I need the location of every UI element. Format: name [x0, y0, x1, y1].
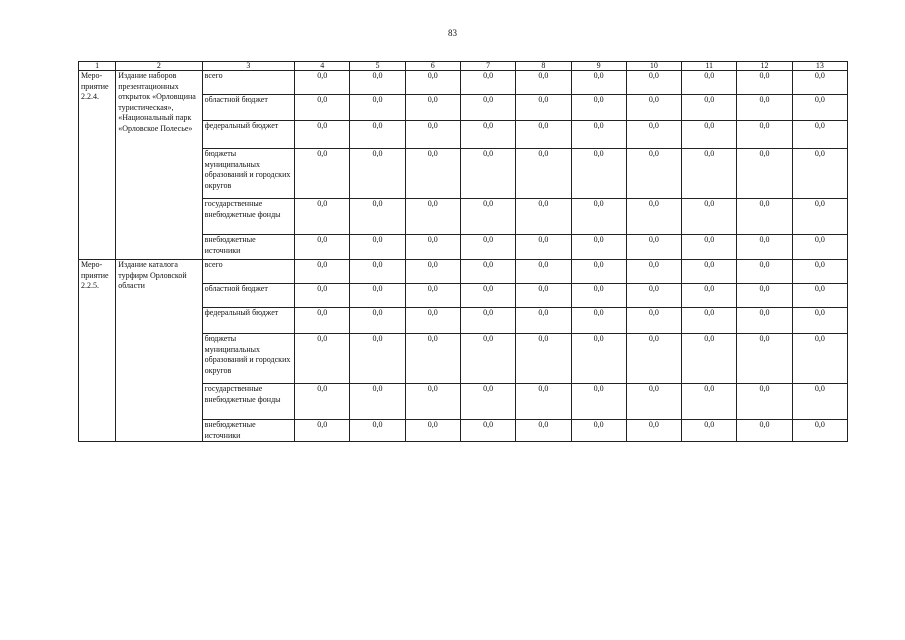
- value-cell: 0,0: [350, 334, 405, 384]
- value-cell: 0,0: [460, 95, 515, 121]
- funding-source: государственные внебюджетные фонды: [202, 384, 294, 420]
- value-cell: 0,0: [350, 384, 405, 420]
- value-cell: 0,0: [350, 95, 405, 121]
- value-cell: 0,0: [295, 384, 350, 420]
- value-cell: 0,0: [682, 384, 737, 420]
- funding-source: внебюджетные источники: [202, 235, 294, 260]
- value-cell: 0,0: [682, 334, 737, 384]
- page-number: 83: [448, 28, 457, 38]
- value-cell: 0,0: [571, 260, 626, 284]
- funding-source: всего: [202, 260, 294, 284]
- value-cell: 0,0: [682, 149, 737, 199]
- value-cell: 0,0: [737, 260, 792, 284]
- value-cell: 0,0: [571, 284, 626, 308]
- value-cell: 0,0: [350, 71, 405, 95]
- funding-source: областной бюджет: [202, 284, 294, 308]
- measure-code-line: приятие: [81, 270, 109, 280]
- value-cell: 0,0: [350, 121, 405, 149]
- funding-source: областной бюджет: [202, 95, 294, 121]
- value-cell: 0,0: [792, 149, 847, 199]
- value-cell: 0,0: [626, 121, 681, 149]
- value-cell: 0,0: [571, 384, 626, 420]
- value-cell: 0,0: [792, 121, 847, 149]
- column-header: 10: [626, 62, 681, 71]
- value-cell: 0,0: [350, 308, 405, 334]
- value-cell: 0,0: [295, 149, 350, 199]
- value-cell: 0,0: [626, 260, 681, 284]
- value-cell: 0,0: [792, 260, 847, 284]
- value-cell: 0,0: [516, 71, 571, 95]
- value-cell: 0,0: [792, 334, 847, 384]
- value-cell: 0,0: [626, 334, 681, 384]
- column-header: 13: [792, 62, 847, 71]
- value-cell: 0,0: [295, 95, 350, 121]
- value-cell: 0,0: [682, 260, 737, 284]
- value-cell: 0,0: [571, 149, 626, 199]
- value-cell: 0,0: [295, 334, 350, 384]
- value-cell: 0,0: [405, 149, 460, 199]
- value-cell: 0,0: [737, 284, 792, 308]
- value-cell: 0,0: [737, 95, 792, 121]
- value-cell: 0,0: [737, 199, 792, 235]
- value-cell: 0,0: [405, 235, 460, 260]
- value-cell: 0,0: [626, 284, 681, 308]
- value-cell: 0,0: [626, 71, 681, 95]
- measure-code-line: Меро-: [81, 71, 103, 80]
- funding-source: федеральный бюджет: [202, 308, 294, 334]
- value-cell: 0,0: [460, 284, 515, 308]
- value-cell: 0,0: [295, 260, 350, 284]
- column-header: 3: [202, 62, 294, 71]
- value-cell: 0,0: [571, 334, 626, 384]
- value-cell: 0,0: [295, 121, 350, 149]
- value-cell: 0,0: [516, 384, 571, 420]
- column-header: 2: [116, 62, 202, 71]
- value-cell: 0,0: [516, 308, 571, 334]
- column-number-row: [79, 62, 848, 71]
- value-cell: 0,0: [405, 95, 460, 121]
- value-cell: 0,0: [516, 199, 571, 235]
- value-cell: 0,0: [350, 235, 405, 260]
- value-cell: 0,0: [626, 235, 681, 260]
- value-cell: 0,0: [516, 420, 571, 442]
- value-cell: 0,0: [405, 284, 460, 308]
- value-cell: 0,0: [737, 384, 792, 420]
- value-cell: 0,0: [737, 235, 792, 260]
- value-cell: 0,0: [405, 334, 460, 384]
- value-cell: 0,0: [405, 71, 460, 95]
- value-cell: 0,0: [295, 71, 350, 95]
- value-cell: 0,0: [516, 235, 571, 260]
- measure-code: [79, 71, 116, 260]
- value-cell: 0,0: [516, 121, 571, 149]
- value-cell: 0,0: [350, 420, 405, 442]
- value-cell: 0,0: [460, 149, 515, 199]
- value-cell: 0,0: [571, 235, 626, 260]
- measure-code-line: 2.2.4.: [81, 92, 99, 101]
- funding-source: внебюджетные источники: [202, 420, 294, 442]
- value-cell: 0,0: [295, 284, 350, 308]
- value-cell: 0,0: [405, 260, 460, 284]
- value-cell: 0,0: [405, 121, 460, 149]
- table-row: [79, 260, 848, 284]
- funding-source: всего: [202, 71, 294, 95]
- value-cell: 0,0: [350, 199, 405, 235]
- column-header: 8: [516, 62, 571, 71]
- funding-source: федеральный бюджет: [202, 121, 294, 149]
- column-header: 7: [460, 62, 515, 71]
- value-cell: 0,0: [571, 199, 626, 235]
- value-cell: 0,0: [516, 334, 571, 384]
- column-header: 4: [295, 62, 350, 71]
- column-header: 9: [571, 62, 626, 71]
- measure-title: Издание наборов презентационных открыток «Орловщина туристическая», «Национальный парк «Орловское Полесье»: [116, 71, 202, 260]
- funding-source: бюджеты муниципальных образований и городских округов: [202, 334, 294, 384]
- value-cell: 0,0: [571, 95, 626, 121]
- value-cell: 0,0: [792, 95, 847, 121]
- value-cell: 0,0: [737, 334, 792, 384]
- value-cell: 0,0: [792, 420, 847, 442]
- value-cell: 0,0: [737, 149, 792, 199]
- value-cell: 0,0: [405, 199, 460, 235]
- value-cell: 0,0: [792, 308, 847, 334]
- value-cell: 0,0: [350, 149, 405, 199]
- value-cell: 0,0: [682, 95, 737, 121]
- value-cell: 0,0: [460, 334, 515, 384]
- value-cell: 0,0: [295, 235, 350, 260]
- value-cell: 0,0: [682, 308, 737, 334]
- value-cell: 0,0: [295, 199, 350, 235]
- value-cell: 0,0: [792, 384, 847, 420]
- value-cell: 0,0: [626, 384, 681, 420]
- column-header: 12: [737, 62, 792, 71]
- value-cell: 0,0: [571, 308, 626, 334]
- value-cell: 0,0: [626, 149, 681, 199]
- value-cell: 0,0: [350, 284, 405, 308]
- value-cell: 0,0: [737, 420, 792, 442]
- budget-table: [78, 61, 848, 442]
- value-cell: 0,0: [571, 71, 626, 95]
- value-cell: 0,0: [516, 95, 571, 121]
- column-header: 5: [350, 62, 405, 71]
- value-cell: 0,0: [516, 284, 571, 308]
- value-cell: 0,0: [460, 71, 515, 95]
- value-cell: 0,0: [792, 284, 847, 308]
- value-cell: 0,0: [460, 235, 515, 260]
- table-row: [79, 71, 848, 95]
- value-cell: 0,0: [737, 71, 792, 95]
- value-cell: 0,0: [682, 199, 737, 235]
- value-cell: 0,0: [460, 384, 515, 420]
- value-cell: 0,0: [350, 260, 405, 284]
- value-cell: 0,0: [682, 121, 737, 149]
- value-cell: 0,0: [516, 260, 571, 284]
- value-cell: 0,0: [516, 149, 571, 199]
- value-cell: 0,0: [682, 71, 737, 95]
- value-cell: 0,0: [682, 235, 737, 260]
- value-cell: 0,0: [792, 71, 847, 95]
- value-cell: 0,0: [295, 308, 350, 334]
- value-cell: 0,0: [626, 95, 681, 121]
- funding-source: бюджеты муниципальных образований и городских округов: [202, 149, 294, 199]
- value-cell: 0,0: [460, 420, 515, 442]
- table-body: [79, 62, 848, 442]
- column-header: 11: [682, 62, 737, 71]
- value-cell: 0,0: [405, 384, 460, 420]
- value-cell: 0,0: [571, 420, 626, 442]
- value-cell: 0,0: [460, 199, 515, 235]
- measure-code-line: 2.2.5.: [81, 281, 99, 290]
- value-cell: 0,0: [571, 121, 626, 149]
- value-cell: 0,0: [737, 308, 792, 334]
- value-cell: 0,0: [682, 284, 737, 308]
- value-cell: 0,0: [792, 199, 847, 235]
- value-cell: 0,0: [405, 420, 460, 442]
- value-cell: 0,0: [792, 235, 847, 260]
- value-cell: 0,0: [460, 308, 515, 334]
- value-cell: 0,0: [626, 420, 681, 442]
- column-header: 1: [79, 62, 116, 71]
- value-cell: 0,0: [626, 308, 681, 334]
- value-cell: 0,0: [737, 121, 792, 149]
- value-cell: 0,0: [405, 308, 460, 334]
- measure-title: Издание каталога турфирм Орловской области: [116, 260, 202, 442]
- value-cell: 0,0: [626, 199, 681, 235]
- value-cell: 0,0: [460, 121, 515, 149]
- value-cell: 0,0: [682, 420, 737, 442]
- measure-code: [79, 260, 116, 442]
- value-cell: 0,0: [295, 420, 350, 442]
- funding-source: государственные внебюджетные фонды: [202, 199, 294, 235]
- column-header: 6: [405, 62, 460, 71]
- value-cell: 0,0: [460, 260, 515, 284]
- measure-code-line: Меро-: [81, 260, 103, 269]
- measure-code-line: приятие: [81, 81, 109, 91]
